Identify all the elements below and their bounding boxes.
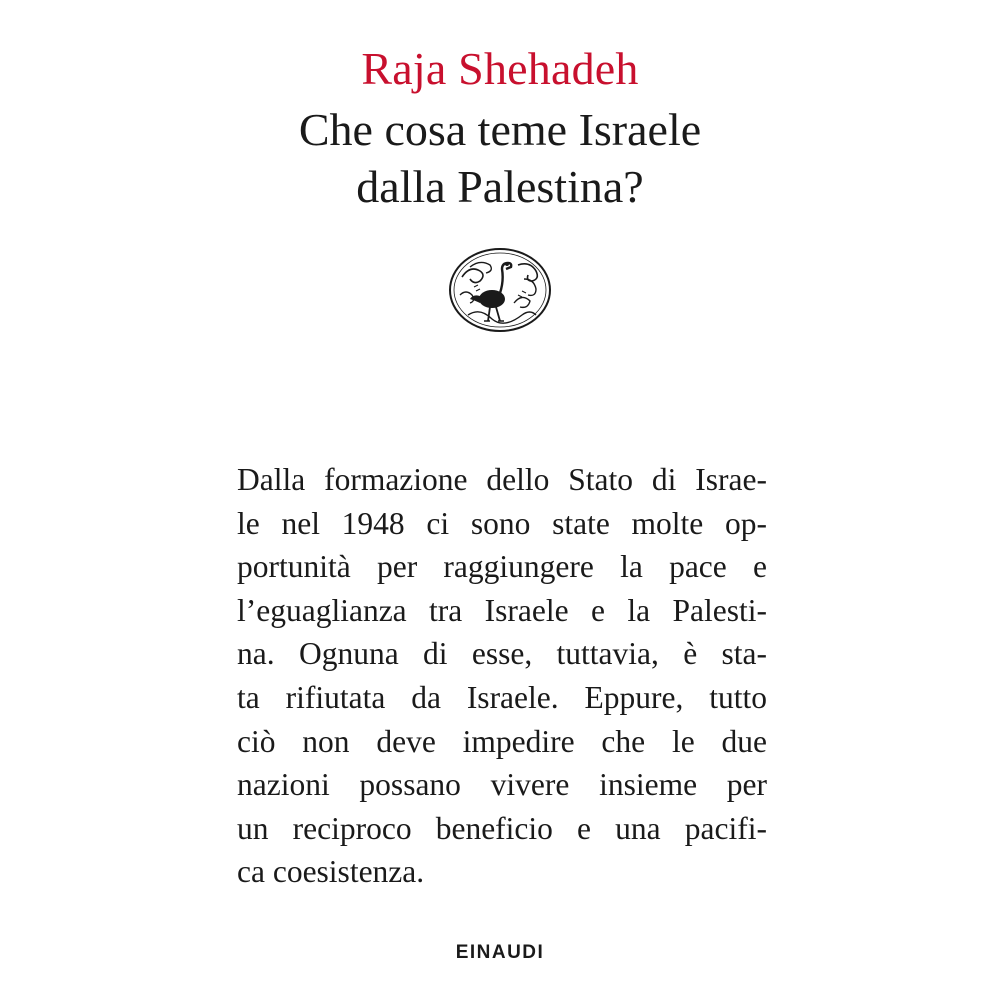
publisher-logo: EINAUDI bbox=[455, 942, 545, 963]
blurb-line: portunità per raggiungere la pace e bbox=[237, 549, 767, 585]
blurb-line: le nel 1948 ci sono state molte op- bbox=[237, 505, 767, 541]
blurb-line: ta rifiutata da Israele. Eppure, tutto bbox=[237, 679, 767, 715]
einaudi-ostrich-seal-icon bbox=[448, 247, 552, 333]
blurb-line: Dalla formazione dello Stato di Israe- bbox=[237, 462, 767, 497]
blurb-text bbox=[237, 458, 767, 894]
blurb-line: nazioni possano vivere insieme per bbox=[237, 767, 767, 803]
title-line: dalla Palestina? bbox=[356, 161, 644, 212]
blurb-line: ca coesistenza. bbox=[237, 854, 425, 890]
title-line: Che cosa teme Israele bbox=[298, 104, 702, 155]
book-title bbox=[0, 101, 1000, 215]
blurb-line: un reciproco beneficio e una pacifi- bbox=[237, 810, 767, 846]
author-name: Raja Shehadeh bbox=[361, 43, 639, 94]
blurb-line: ciò non deve impedire che le due bbox=[237, 723, 767, 759]
blurb-line: l’eguaglianza tra Israele e la Palesti- bbox=[237, 592, 767, 628]
blurb-line: na. Ognuna di esse, tuttavia, è sta- bbox=[237, 636, 767, 672]
